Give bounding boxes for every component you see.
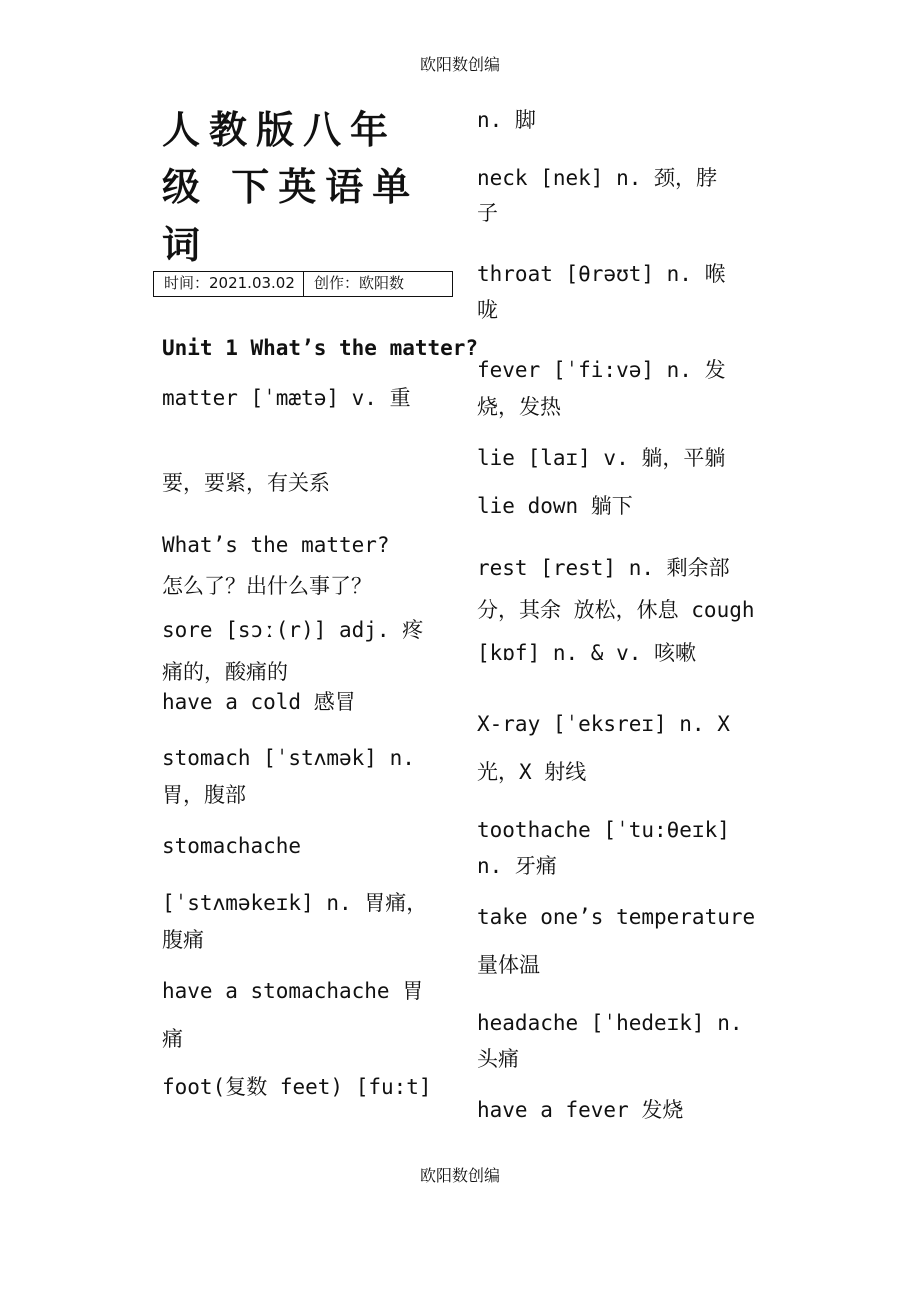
vocab-line: matter [ˈmætə] v. 重 (162, 386, 411, 410)
vocab-line: 痛 (162, 1027, 183, 1051)
page-footer: 欧阳数创编 (419, 1166, 500, 1185)
vocab-line: n. 脚 (477, 108, 536, 132)
vocab-line: foot(复数 feet) [fu:t] (162, 1075, 432, 1099)
right-column (477, 0, 777, 1302)
vocab-line: 痛的，酸痛的 (162, 660, 288, 684)
vocab-line: 腹痛 (162, 928, 204, 952)
vocab-line: 量体温 (477, 953, 540, 977)
vocab-line: toothache [ˈtu:θeɪk] (477, 818, 730, 842)
vocab-line: rest [rest] n. 剩余部 (477, 556, 730, 580)
vocab-line: headache [ˈhedeɪk] n. (477, 1011, 743, 1035)
vocab-line: 胃，腹部 (162, 783, 246, 807)
meta-time: 时间：2021.03.02 (154, 272, 304, 296)
document-title-line2: 级 下英语单词 (162, 165, 420, 267)
vocab-line: 光，X 射线 (477, 760, 587, 784)
page-header: 欧阳数创编 (419, 55, 500, 74)
vocab-line: neck [nek] n. 颈，脖 (477, 166, 718, 190)
vocab-line: 头痛 (477, 1047, 519, 1071)
vocab-line: lie [laɪ] v. 躺，平躺 (477, 446, 726, 470)
document-title-line1: 人教版八年 (162, 108, 398, 152)
vocab-line: have a fever 发烧 (477, 1098, 684, 1122)
vocab-line: stomach [ˈstʌmək] n. (162, 746, 415, 770)
unit-heading: Unit 1 What’s the matter? (162, 336, 479, 360)
vocab-line: 烧，发热 (477, 395, 561, 419)
vocab-line: stomachache (162, 834, 302, 858)
vocab-line: 子 (477, 201, 498, 225)
vocab-line: What’s the matter? (162, 533, 390, 557)
vocab-line: [kɒf] n. & v. 咳嗽 (477, 641, 697, 665)
meta-author: 创作：欧阳数 (314, 274, 405, 292)
vocab-line: have a stomachache 胃 (162, 979, 424, 1003)
vocab-line: lie down 躺下 (477, 494, 633, 518)
vocab-line: fever [ˈfi:və] n. 发 (477, 358, 726, 382)
vocab-line: [ˈstʌməkeɪk] n. 胃痛， (162, 891, 428, 915)
meta-table (153, 271, 453, 297)
vocab-line: 分，其余 放松，休息 cough (477, 598, 755, 622)
vocab-line: have a cold 感冒 (162, 690, 356, 714)
vocab-line: 怎么了？出什么事了？ (162, 574, 372, 598)
vocab-line: n. 牙痛 (477, 854, 557, 878)
vocab-line: take one’s temperature (477, 905, 756, 929)
vocab-line: sore [sɔː(r)] adj. 疼 (162, 618, 424, 642)
vocab-line: X-ray [ˈeksreɪ] n. X (477, 712, 730, 736)
vocab-line: 要，要紧，有关系 (162, 471, 330, 495)
vocab-line: 咙 (477, 298, 498, 322)
vocab-line: throat [θrəʊt] n. 喉 (477, 262, 726, 286)
